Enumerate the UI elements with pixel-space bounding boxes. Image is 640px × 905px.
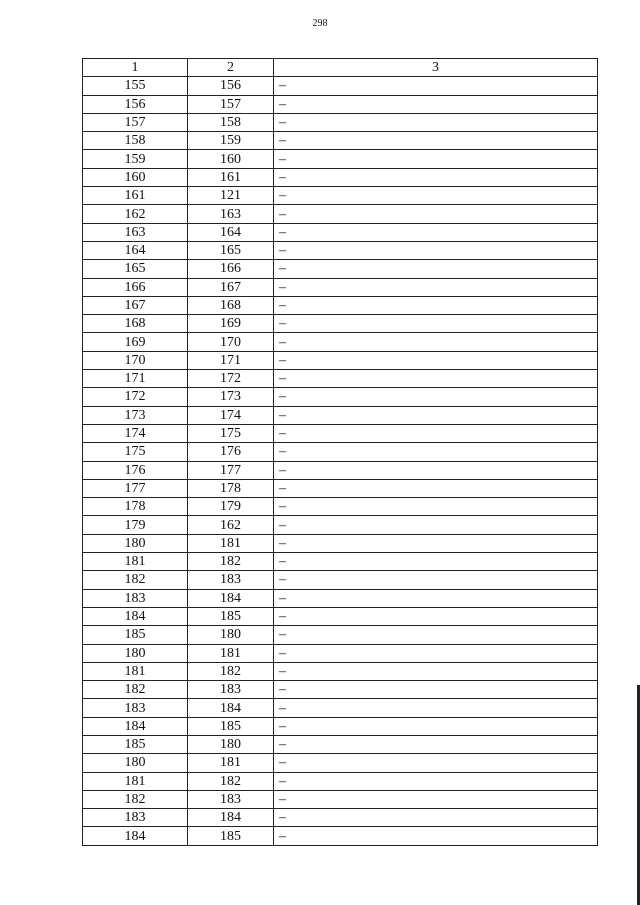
table-cell-col3: – xyxy=(274,589,598,607)
table-cell-col1: 160 xyxy=(83,168,188,186)
table-row xyxy=(83,223,598,241)
table-cell-col1: 170 xyxy=(83,351,188,369)
table-row xyxy=(83,516,598,534)
table-cell-col1: 161 xyxy=(83,187,188,205)
table-cell-col3: – xyxy=(274,187,598,205)
table-cell-col3: – xyxy=(274,626,598,644)
table-row xyxy=(83,406,598,424)
table-cell-col2: 183 xyxy=(188,790,274,808)
table-cell-col3: – xyxy=(274,479,598,497)
table-row xyxy=(83,370,598,388)
table-cell-col3: – xyxy=(274,790,598,808)
table-cell-col1: 163 xyxy=(83,223,188,241)
page-number: 298 xyxy=(312,18,328,29)
table-row xyxy=(83,388,598,406)
table-cell-col1: 182 xyxy=(83,681,188,699)
table-row xyxy=(83,443,598,461)
table-cell-col1: 183 xyxy=(83,589,188,607)
table-row xyxy=(83,644,598,662)
table-cell-col1: 180 xyxy=(83,644,188,662)
table-row xyxy=(83,168,598,186)
table-cell-col1: 177 xyxy=(83,479,188,497)
table-cell-col2: 182 xyxy=(188,662,274,680)
table-cell-col1: 159 xyxy=(83,150,188,168)
table-cell-col1: 168 xyxy=(83,315,188,333)
table-cell-col3: – xyxy=(274,205,598,223)
table-cell-col3: – xyxy=(274,772,598,790)
table-cell-col3: – xyxy=(274,662,598,680)
table-row xyxy=(83,534,598,552)
table-cell-col1: 166 xyxy=(83,278,188,296)
table-cell-col1: 184 xyxy=(83,827,188,845)
table-cell-col2: 175 xyxy=(188,424,274,442)
table-cell-col2: 181 xyxy=(188,754,274,772)
table-row xyxy=(83,113,598,131)
table-row xyxy=(83,260,598,278)
table-row xyxy=(83,150,598,168)
table-cell-col1: 169 xyxy=(83,333,188,351)
table-cell-col1: 158 xyxy=(83,132,188,150)
table-cell-col1: 183 xyxy=(83,809,188,827)
table-row xyxy=(83,772,598,790)
table-row xyxy=(83,479,598,497)
table-row xyxy=(83,461,598,479)
table-cell-col3: – xyxy=(274,388,598,406)
table-cell-col2: 159 xyxy=(188,132,274,150)
table-cell-col2: 179 xyxy=(188,498,274,516)
table-cell-col2: 172 xyxy=(188,370,274,388)
table-row xyxy=(83,498,598,516)
table-cell-col3: – xyxy=(274,809,598,827)
table-cell-col1: 164 xyxy=(83,241,188,259)
table-cell-col2: 158 xyxy=(188,113,274,131)
table-cell-col1: 180 xyxy=(83,534,188,552)
table-row xyxy=(83,735,598,753)
table-cell-col1: 156 xyxy=(83,95,188,113)
table-cell-col3: – xyxy=(274,553,598,571)
table-cell-col2: 184 xyxy=(188,809,274,827)
table-cell-col2: 173 xyxy=(188,388,274,406)
table-cell-col1: 155 xyxy=(83,77,188,95)
table-cell-col2: 183 xyxy=(188,681,274,699)
table-cell-col1: 171 xyxy=(83,370,188,388)
table-cell-col3: – xyxy=(274,534,598,552)
table-row xyxy=(83,315,598,333)
table-cell-col3: – xyxy=(274,77,598,95)
table-cell-col1: 181 xyxy=(83,662,188,680)
table-cell-col2: 176 xyxy=(188,443,274,461)
table-cell-col2: 160 xyxy=(188,150,274,168)
table-row xyxy=(83,95,598,113)
table-cell-col1: 184 xyxy=(83,607,188,625)
data-table xyxy=(82,58,598,846)
table-cell-col1: 181 xyxy=(83,772,188,790)
table-cell-col3: – xyxy=(274,607,598,625)
table-cell-col2: 157 xyxy=(188,95,274,113)
table-cell-col3: – xyxy=(274,296,598,314)
table-cell-col1: 157 xyxy=(83,113,188,131)
table-cell-col3: – xyxy=(274,827,598,845)
table-cell-col2: 174 xyxy=(188,406,274,424)
table-row xyxy=(83,717,598,735)
table-row xyxy=(83,296,598,314)
table-cell-col3: – xyxy=(274,370,598,388)
table-row xyxy=(83,205,598,223)
table-cell-col3: – xyxy=(274,571,598,589)
table-cell-col2: 185 xyxy=(188,607,274,625)
table-cell-col1: 182 xyxy=(83,571,188,589)
table-cell-col2: 166 xyxy=(188,260,274,278)
table-row xyxy=(83,77,598,95)
table-cell-col2: 162 xyxy=(188,516,274,534)
table-cell-col2: 156 xyxy=(188,77,274,95)
table-cell-col1: 182 xyxy=(83,790,188,808)
table-cell-col1: 179 xyxy=(83,516,188,534)
table-cell-col2: 181 xyxy=(188,644,274,662)
table-cell-col3: – xyxy=(274,498,598,516)
table-cell-col2: 121 xyxy=(188,187,274,205)
table-cell-col2: 165 xyxy=(188,241,274,259)
table-cell-col3: – xyxy=(274,333,598,351)
table-cell-col2: 183 xyxy=(188,571,274,589)
table-row xyxy=(83,754,598,772)
table-cell-col1: 162 xyxy=(83,205,188,223)
table-body xyxy=(83,77,598,845)
table-row xyxy=(83,681,598,699)
table-cell-col3: – xyxy=(274,754,598,772)
table-cell-col2: 164 xyxy=(188,223,274,241)
table-cell-col2: 185 xyxy=(188,827,274,845)
table-cell-col3: – xyxy=(274,113,598,131)
table-row xyxy=(83,187,598,205)
table-cell-col1: 167 xyxy=(83,296,188,314)
table-row xyxy=(83,333,598,351)
table-cell-col2: 167 xyxy=(188,278,274,296)
table-row xyxy=(83,699,598,717)
table-cell-col3: – xyxy=(274,132,598,150)
column-header-1: 1 xyxy=(83,59,188,77)
table-cell-col3: – xyxy=(274,278,598,296)
table-cell-col2: 168 xyxy=(188,296,274,314)
table-cell-col3: – xyxy=(274,644,598,662)
table-row xyxy=(83,132,598,150)
table-cell-col2: 161 xyxy=(188,168,274,186)
table-cell-col2: 180 xyxy=(188,735,274,753)
table-cell-col1: 178 xyxy=(83,498,188,516)
table-row xyxy=(83,424,598,442)
table-cell-col1: 180 xyxy=(83,754,188,772)
table-cell-col1: 184 xyxy=(83,717,188,735)
table-cell-col2: 182 xyxy=(188,553,274,571)
table-row xyxy=(83,790,598,808)
table-cell-col2: 177 xyxy=(188,461,274,479)
table-cell-col2: 163 xyxy=(188,205,274,223)
table-cell-col3: – xyxy=(274,461,598,479)
table-cell-col3: – xyxy=(274,699,598,717)
table-cell-col3: – xyxy=(274,681,598,699)
table-header xyxy=(83,59,598,77)
table-cell-col3: – xyxy=(274,735,598,753)
table-cell-col3: – xyxy=(274,424,598,442)
table-cell-col3: – xyxy=(274,717,598,735)
table-cell-col2: 180 xyxy=(188,626,274,644)
table-cell-col3: – xyxy=(274,95,598,113)
table-cell-col2: 181 xyxy=(188,534,274,552)
table-cell-col2: 169 xyxy=(188,315,274,333)
table-cell-col1: 174 xyxy=(83,424,188,442)
table-row xyxy=(83,553,598,571)
table-cell-col1: 183 xyxy=(83,699,188,717)
table-row xyxy=(83,809,598,827)
table-cell-col2: 182 xyxy=(188,772,274,790)
table-cell-col2: 178 xyxy=(188,479,274,497)
table-cell-col3: – xyxy=(274,260,598,278)
table-row xyxy=(83,351,598,369)
table-cell-col3: – xyxy=(274,351,598,369)
column-header-2: 2 xyxy=(188,59,274,77)
table-cell-col1: 185 xyxy=(83,735,188,753)
table-row xyxy=(83,278,598,296)
table-cell-col3: – xyxy=(274,241,598,259)
table-cell-col3: – xyxy=(274,315,598,333)
table-cell-col1: 175 xyxy=(83,443,188,461)
table-cell-col1: 173 xyxy=(83,406,188,424)
table-cell-col3: – xyxy=(274,443,598,461)
table-row xyxy=(83,607,598,625)
table-cell-col3: – xyxy=(274,150,598,168)
table-cell-col2: 171 xyxy=(188,351,274,369)
table-row xyxy=(83,662,598,680)
table-cell-col1: 176 xyxy=(83,461,188,479)
table-cell-col2: 170 xyxy=(188,333,274,351)
table-cell-col1: 185 xyxy=(83,626,188,644)
table-cell-col2: 185 xyxy=(188,717,274,735)
table-cell-col1: 181 xyxy=(83,553,188,571)
table-row xyxy=(83,241,598,259)
table-cell-col2: 184 xyxy=(188,589,274,607)
table-cell-col3: – xyxy=(274,406,598,424)
table-cell-col3: – xyxy=(274,223,598,241)
table-row xyxy=(83,571,598,589)
table-row xyxy=(83,589,598,607)
table-cell-col3: – xyxy=(274,516,598,534)
table-cell-col1: 165 xyxy=(83,260,188,278)
table-cell-col3: – xyxy=(274,168,598,186)
table-row xyxy=(83,626,598,644)
column-header-3: 3 xyxy=(274,59,598,77)
table-row xyxy=(83,827,598,845)
table-cell-col2: 184 xyxy=(188,699,274,717)
table-cell-col1: 172 xyxy=(83,388,188,406)
header-row xyxy=(83,59,598,77)
